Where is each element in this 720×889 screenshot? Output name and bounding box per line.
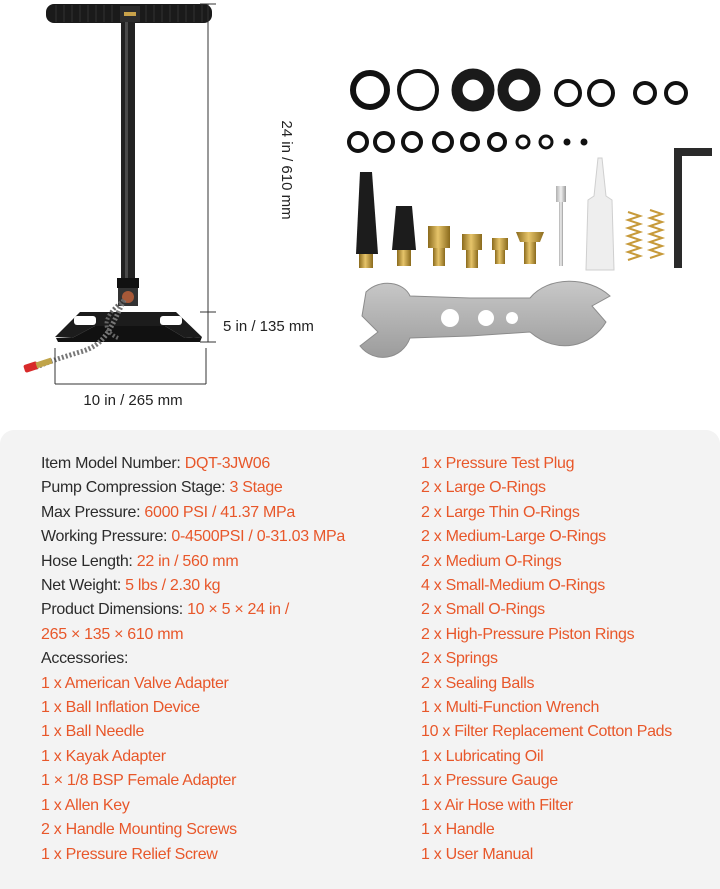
spec-label: Product Dimensions:	[41, 601, 188, 619]
spec-value: DQT-3JW06	[184, 455, 271, 472]
spec-value: 6000 PSI / 41.37 MPa	[144, 503, 295, 521]
accessory-item: 1 × 1/8 BSP Female Adapter	[41, 772, 237, 790]
accessory-item: 2 x Sealing Balls	[421, 674, 535, 692]
accessory-item: 1 x Pressure Gauge	[421, 772, 558, 790]
spec-label: Max Pressure:	[41, 503, 145, 521]
accessory-item: 2 x Small O-Rings	[421, 601, 545, 619]
accessory-item: 2 x High-Pressure Piston Rings	[421, 625, 635, 643]
spec-label: Net Weight:	[41, 577, 126, 595]
specs-column-right	[421, 452, 711, 867]
dimension-base-width-label: 10 in / 265 mm	[83, 392, 183, 409]
spec-row	[41, 476, 401, 500]
spec-row	[41, 574, 401, 598]
spec-row	[41, 550, 401, 574]
spec-value: 3 Stage	[229, 479, 283, 497]
accessory-item: 4 x Small-Medium O-Rings	[421, 577, 605, 595]
accessory-item: 1 x Ball Needle	[41, 723, 145, 741]
spec-label: Item Model Number:	[41, 455, 185, 472]
specs-panel	[0, 430, 720, 889]
allen-key	[674, 148, 712, 268]
accessory-item: 1 x Allen Key	[41, 796, 130, 814]
spec-value: 22 in / 560 mm	[136, 552, 239, 570]
spec-value: 10 × 5 × 24 in /	[187, 601, 290, 619]
product-figure	[0, 0, 720, 430]
spec-row	[41, 501, 401, 525]
accessory-item: 1 x Multi-Function Wrench	[421, 699, 600, 717]
spec-row	[41, 525, 401, 549]
dimension-base-height-label: 5 in / 135 mm	[223, 318, 314, 335]
spec-label: Pump Compression Stage:	[41, 479, 230, 497]
spec-label: Hose Length:	[41, 552, 137, 570]
accessory-item: 2 x Large Thin O-Rings	[421, 503, 580, 521]
spec-label: Working Pressure:	[41, 528, 172, 546]
accessory-item: 1 x American Valve Adapter	[41, 674, 229, 692]
accessory-item: 1 x Pressure Test Plug	[421, 455, 575, 472]
adapters	[356, 158, 662, 270]
spec-row-continued	[41, 623, 401, 647]
spec-row	[41, 598, 401, 622]
accessory-item: 2 x Medium-Large O-Rings	[421, 528, 606, 546]
accessory-item: 2 x Medium O-Rings	[421, 552, 562, 570]
accessory-item: 1 x Pressure Relief Screw	[41, 845, 218, 863]
spec-value: 265 × 135 × 610 mm	[41, 625, 184, 643]
spec-value: 5 lbs / 2.30 kg	[125, 577, 221, 595]
o-rings	[349, 71, 686, 151]
accessory-item: 1 x Lubricating Oil	[421, 747, 544, 765]
dimension-height-label: 24 in / 610 mm	[278, 120, 295, 220]
accessory-item: 1 x Kayak Adapter	[41, 747, 166, 765]
spec-value: 0-4500PSI / 0-31.03 MPa	[171, 528, 346, 546]
accessory-item: 2 x Large O-Rings	[421, 479, 546, 497]
accessory-item: 1 x Ball Inflation Device	[41, 699, 200, 717]
accessory-item: 1 x Air Hose with Filter	[421, 796, 573, 814]
hand-pump	[23, 4, 212, 373]
specs-column-left	[41, 452, 401, 867]
accessory-item: 1 x Handle	[421, 821, 495, 839]
accessories-heading: Accessories:	[41, 650, 129, 668]
accessory-item: 1 x User Manual	[421, 845, 533, 863]
accessory-item: 10 x Filter Replacement Cotton Pads	[421, 723, 672, 741]
accessory-item: 2 x Springs	[421, 650, 498, 668]
spec-row	[41, 452, 401, 476]
accessory-item: 2 x Handle Mounting Screws	[41, 821, 237, 839]
